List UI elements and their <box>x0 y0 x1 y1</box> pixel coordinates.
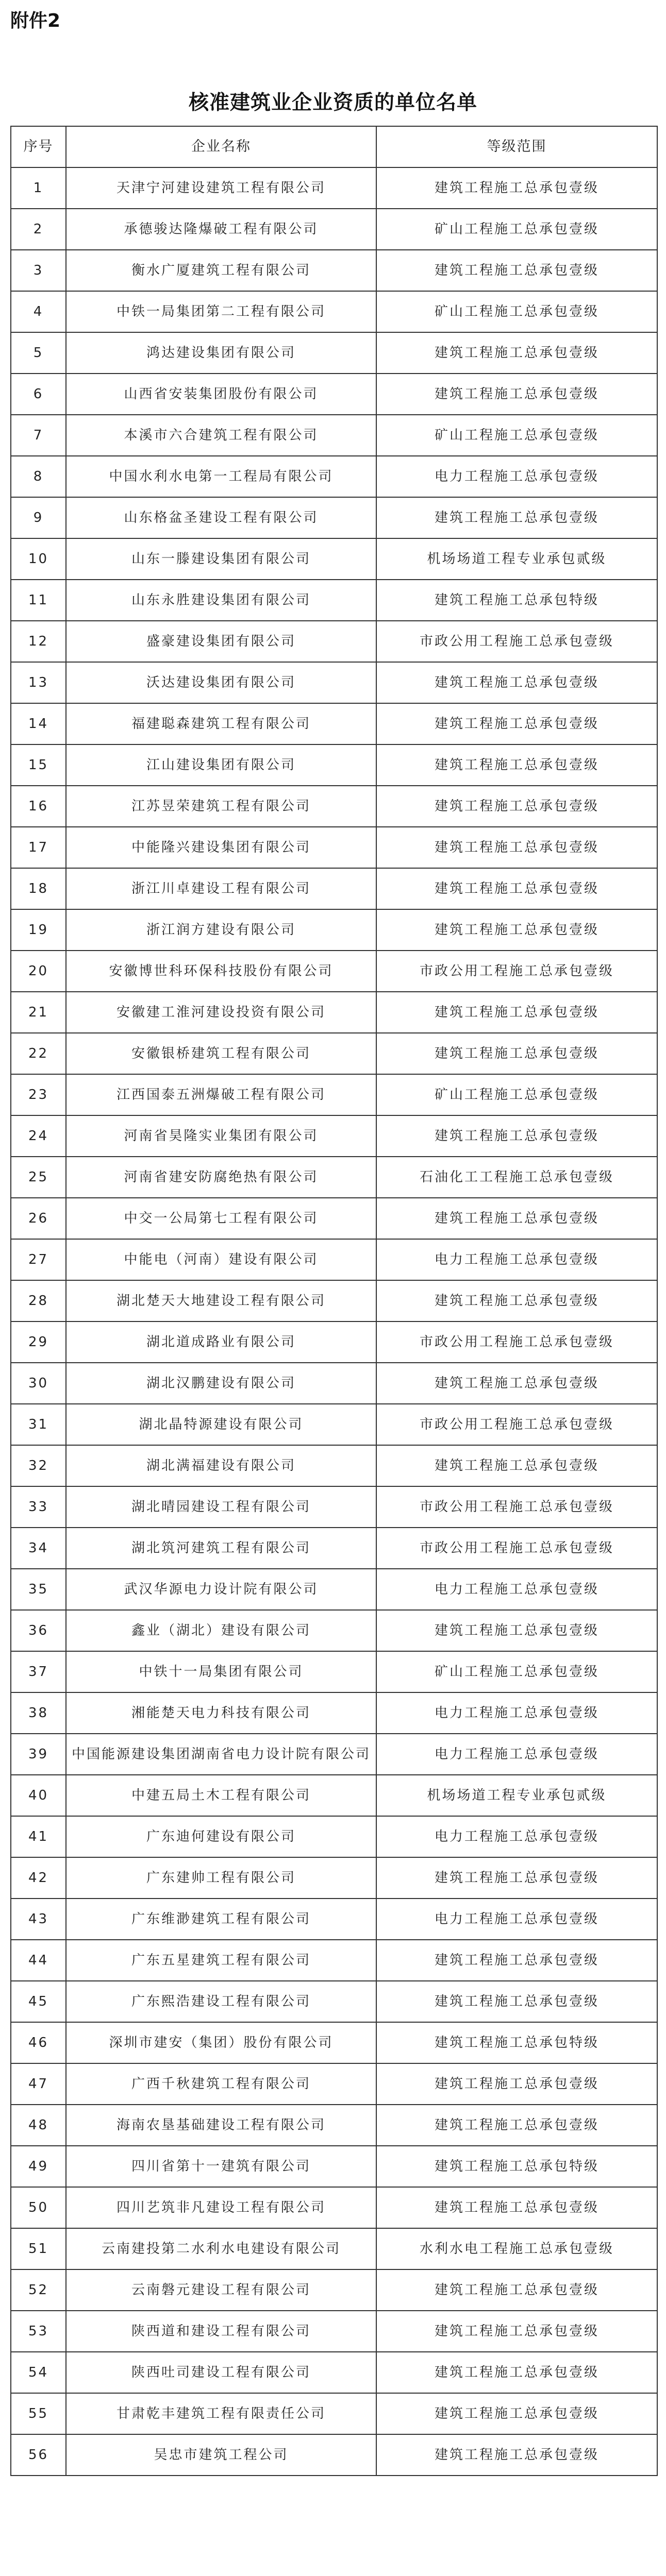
table-row <box>11 1280 657 1321</box>
table-row <box>11 538 657 580</box>
grade-scope: 电力工程施工总承包壹级 <box>376 1816 657 1857</box>
table-row <box>11 786 657 827</box>
company-name: 中国能源建设集团湖南省电力设计院有限公司 <box>66 1734 376 1775</box>
company-name: 鸿达建设集团有限公司 <box>66 332 376 374</box>
table-row <box>11 744 657 786</box>
company-name: 广东迪何建设有限公司 <box>66 1816 376 1857</box>
grade-scope: 建筑工程施工总承包壹级 <box>376 2187 657 2228</box>
company-name: 安徽银桥建筑工程有限公司 <box>66 1033 376 1074</box>
row-index: 54 <box>11 2352 66 2393</box>
row-index: 45 <box>11 1981 66 2022</box>
company-name: 浙江川卓建设工程有限公司 <box>66 868 376 909</box>
table-row <box>11 868 657 909</box>
table-row <box>11 992 657 1033</box>
table-row <box>11 1899 657 1940</box>
table-row <box>11 2393 657 2434</box>
row-index: 32 <box>11 1445 66 1486</box>
table-row <box>11 1157 657 1198</box>
company-name: 安徽建工淮河建设投资有限公司 <box>66 992 376 1033</box>
table-row <box>11 2269 657 2311</box>
row-index: 48 <box>11 2105 66 2146</box>
grade-scope: 建筑工程施工总承包壹级 <box>376 2393 657 2434</box>
grade-scope: 机场场道工程专业承包贰级 <box>376 538 657 580</box>
grade-scope: 建筑工程施工总承包特级 <box>376 2022 657 2063</box>
row-index: 18 <box>11 868 66 909</box>
company-name: 广东建帅工程有限公司 <box>66 1857 376 1899</box>
grade-scope: 市政公用工程施工总承包壹级 <box>376 621 657 662</box>
grade-scope: 建筑工程施工总承包壹级 <box>376 2352 657 2393</box>
company-name: 中铁一局集团第二工程有限公司 <box>66 291 376 332</box>
table-row <box>11 456 657 497</box>
grade-scope: 建筑工程施工总承包壹级 <box>376 1857 657 1899</box>
company-name: 吴忠市建筑工程公司 <box>66 2434 376 2476</box>
company-name: 广西千秋建筑工程有限公司 <box>66 2063 376 2105</box>
table-row <box>11 1857 657 1899</box>
row-index: 47 <box>11 2063 66 2105</box>
table-row <box>11 1321 657 1363</box>
table-row <box>11 909 657 951</box>
company-name: 广东熙浩建设工程有限公司 <box>66 1981 376 2022</box>
grade-scope: 建筑工程施工总承包壹级 <box>376 2311 657 2352</box>
company-name: 承德骏达隆爆破工程有限公司 <box>66 209 376 250</box>
grade-scope: 矿山工程施工总承包壹级 <box>376 1074 657 1115</box>
table-row <box>11 1363 657 1404</box>
grade-scope: 市政公用工程施工总承包壹级 <box>376 1528 657 1569</box>
grade-scope: 电力工程施工总承包壹级 <box>376 1692 657 1734</box>
grade-scope: 电力工程施工总承包壹级 <box>376 1899 657 1940</box>
row-index: 21 <box>11 992 66 1033</box>
company-name: 中国水利水电第一工程局有限公司 <box>66 456 376 497</box>
table-row <box>11 2228 657 2269</box>
company-name: 湖北楚天大地建设工程有限公司 <box>66 1280 376 1321</box>
company-name: 天津宁河建设建筑工程有限公司 <box>66 167 376 209</box>
company-name: 湖北晴园建设工程有限公司 <box>66 1486 376 1528</box>
row-index: 43 <box>11 1899 66 1940</box>
table-row <box>11 2146 657 2187</box>
company-name: 沃达建设集团有限公司 <box>66 662 376 703</box>
grade-scope: 建筑工程施工总承包壹级 <box>376 2434 657 2476</box>
table-row <box>11 415 657 456</box>
document-title: 核准建筑业企业资质的单位名单 <box>188 91 477 114</box>
row-index: 38 <box>11 1692 66 1734</box>
row-index: 37 <box>11 1651 66 1692</box>
row-index: 12 <box>11 621 66 662</box>
row-index: 41 <box>11 1816 66 1857</box>
header-company-name: 企业名称 <box>66 126 376 167</box>
grade-scope: 建筑工程施工总承包壹级 <box>376 1363 657 1404</box>
table-row <box>11 2352 657 2393</box>
row-index: 55 <box>11 2393 66 2434</box>
row-index: 15 <box>11 744 66 786</box>
company-name: 云南磐元建设工程有限公司 <box>66 2269 376 2311</box>
row-index: 17 <box>11 827 66 868</box>
grade-scope: 建筑工程施工总承包壹级 <box>376 1610 657 1651</box>
company-name: 衡水广厦建筑工程有限公司 <box>66 250 376 291</box>
company-name: 四川省第十一建筑有限公司 <box>66 2146 376 2187</box>
grade-scope: 建筑工程施工总承包特级 <box>376 2146 657 2187</box>
company-name: 中铁十一局集团有限公司 <box>66 1651 376 1692</box>
grade-scope: 建筑工程施工总承包壹级 <box>376 497 657 538</box>
company-name: 盛豪建设集团有限公司 <box>66 621 376 662</box>
company-name: 山西省安装集团股份有限公司 <box>66 374 376 415</box>
company-name: 海南农垦基础建设工程有限公司 <box>66 2105 376 2146</box>
grade-scope: 建筑工程施工总承包壹级 <box>376 1280 657 1321</box>
attachment-label: 附件2 <box>10 10 61 31</box>
row-index: 11 <box>11 580 66 621</box>
row-index: 42 <box>11 1857 66 1899</box>
grade-scope: 建筑工程施工总承包壹级 <box>376 167 657 209</box>
grade-scope: 市政公用工程施工总承包壹级 <box>376 1404 657 1445</box>
row-index: 36 <box>11 1610 66 1651</box>
row-index: 50 <box>11 2187 66 2228</box>
company-name: 山东一滕建设集团有限公司 <box>66 538 376 580</box>
grade-scope: 建筑工程施工总承包壹级 <box>376 786 657 827</box>
table-row <box>11 1940 657 1981</box>
grade-scope: 建筑工程施工总承包壹级 <box>376 1940 657 1981</box>
grade-scope: 建筑工程施工总承包特级 <box>376 580 657 621</box>
row-index: 25 <box>11 1157 66 1198</box>
row-index: 33 <box>11 1486 66 1528</box>
grade-scope: 电力工程施工总承包壹级 <box>376 1734 657 1775</box>
table-row <box>11 374 657 415</box>
grade-scope: 矿山工程施工总承包壹级 <box>376 291 657 332</box>
grade-scope: 建筑工程施工总承包壹级 <box>376 1115 657 1157</box>
row-index: 53 <box>11 2311 66 2352</box>
grade-scope: 建筑工程施工总承包壹级 <box>376 992 657 1033</box>
row-index: 29 <box>11 1321 66 1363</box>
grade-scope: 建筑工程施工总承包壹级 <box>376 250 657 291</box>
table-row <box>11 2311 657 2352</box>
table-row <box>11 167 657 209</box>
company-name: 河南省昊隆实业集团有限公司 <box>66 1115 376 1157</box>
row-index: 3 <box>11 250 66 291</box>
row-index: 44 <box>11 1940 66 1981</box>
table-row <box>11 1528 657 1569</box>
company-name: 中交一公局第七工程有限公司 <box>66 1198 376 1239</box>
grade-scope: 建筑工程施工总承包壹级 <box>376 868 657 909</box>
grade-scope: 建筑工程施工总承包壹级 <box>376 703 657 744</box>
table-row <box>11 2187 657 2228</box>
company-name: 江山建设集团有限公司 <box>66 744 376 786</box>
company-name: 湘能楚天电力科技有限公司 <box>66 1692 376 1734</box>
company-name: 中能隆兴建设集团有限公司 <box>66 827 376 868</box>
table-row <box>11 580 657 621</box>
company-name: 云南建投第二水利水电建设有限公司 <box>66 2228 376 2269</box>
company-name: 山东格盆圣建设工程有限公司 <box>66 497 376 538</box>
company-name: 湖北汉鹏建设有限公司 <box>66 1363 376 1404</box>
table-row <box>11 2434 657 2476</box>
grade-scope: 石油化工工程施工总承包壹级 <box>376 1157 657 1198</box>
table-row <box>11 1445 657 1486</box>
table-row <box>11 703 657 744</box>
grade-scope: 机场场道工程专业承包贰级 <box>376 1775 657 1816</box>
table-row <box>11 2022 657 2063</box>
row-index: 9 <box>11 497 66 538</box>
row-index: 14 <box>11 703 66 744</box>
company-name: 湖北道成路业有限公司 <box>66 1321 376 1363</box>
row-index: 31 <box>11 1404 66 1445</box>
qualification-table <box>10 126 658 2476</box>
table-row <box>11 209 657 250</box>
table-row <box>11 2105 657 2146</box>
row-index: 56 <box>11 2434 66 2476</box>
row-index: 13 <box>11 662 66 703</box>
table-row <box>11 1734 657 1775</box>
company-name: 深圳市建安（集团）股份有限公司 <box>66 2022 376 2063</box>
company-name: 鑫业（湖北）建设有限公司 <box>66 1610 376 1651</box>
table-row <box>11 827 657 868</box>
row-index: 7 <box>11 415 66 456</box>
company-name: 广东维渺建筑工程有限公司 <box>66 1899 376 1940</box>
table-row <box>11 332 657 374</box>
grade-scope: 建筑工程施工总承包壹级 <box>376 1033 657 1074</box>
row-index: 27 <box>11 1239 66 1280</box>
company-name: 湖北满福建设有限公司 <box>66 1445 376 1486</box>
row-index: 34 <box>11 1528 66 1569</box>
company-name: 武汉华源电力设计院有限公司 <box>66 1569 376 1610</box>
company-name: 福建聪森建筑工程有限公司 <box>66 703 376 744</box>
grade-scope: 电力工程施工总承包壹级 <box>376 1569 657 1610</box>
row-index: 46 <box>11 2022 66 2063</box>
header-grade-scope: 等级范围 <box>376 126 657 167</box>
grade-scope: 矿山工程施工总承包壹级 <box>376 415 657 456</box>
company-name: 浙江润方建设有限公司 <box>66 909 376 951</box>
table-row <box>11 1775 657 1816</box>
row-index: 39 <box>11 1734 66 1775</box>
company-name: 本溪市六合建筑工程有限公司 <box>66 415 376 456</box>
grade-scope: 建筑工程施工总承包壹级 <box>376 909 657 951</box>
grade-scope: 矿山工程施工总承包壹级 <box>376 1651 657 1692</box>
table-row <box>11 1074 657 1115</box>
table-row <box>11 497 657 538</box>
company-name: 陕西吐司建设工程有限公司 <box>66 2352 376 2393</box>
table-row <box>11 1198 657 1239</box>
row-index: 26 <box>11 1198 66 1239</box>
row-index: 35 <box>11 1569 66 1610</box>
table-row <box>11 1486 657 1528</box>
table-row <box>11 291 657 332</box>
grade-scope: 水利水电工程施工总承包壹级 <box>376 2228 657 2269</box>
grade-scope: 市政公用工程施工总承包壹级 <box>376 951 657 992</box>
row-index: 23 <box>11 1074 66 1115</box>
company-name: 甘肃乾丰建筑工程有限责任公司 <box>66 2393 376 2434</box>
grade-scope: 电力工程施工总承包壹级 <box>376 1239 657 1280</box>
grade-scope: 建筑工程施工总承包壹级 <box>376 374 657 415</box>
grade-scope: 建筑工程施工总承包壹级 <box>376 2105 657 2146</box>
table-row <box>11 1816 657 1857</box>
grade-scope: 市政公用工程施工总承包壹级 <box>376 1486 657 1528</box>
row-index: 51 <box>11 2228 66 2269</box>
row-index: 30 <box>11 1363 66 1404</box>
company-name: 江苏昱荣建筑工程有限公司 <box>66 786 376 827</box>
row-index: 6 <box>11 374 66 415</box>
row-index: 2 <box>11 209 66 250</box>
table-row <box>11 1692 657 1734</box>
company-name: 四川艺筑非凡建设工程有限公司 <box>66 2187 376 2228</box>
table-row <box>11 2063 657 2105</box>
header-index: 序号 <box>11 126 66 167</box>
row-index: 4 <box>11 291 66 332</box>
row-index: 24 <box>11 1115 66 1157</box>
grade-scope: 市政公用工程施工总承包壹级 <box>376 1321 657 1363</box>
company-name: 安徽博世科环保科技股份有限公司 <box>66 951 376 992</box>
grade-scope: 建筑工程施工总承包壹级 <box>376 744 657 786</box>
grade-scope: 建筑工程施工总承包壹级 <box>376 1445 657 1486</box>
row-index: 20 <box>11 951 66 992</box>
grade-scope: 建筑工程施工总承包壹级 <box>376 2269 657 2311</box>
grade-scope: 建筑工程施工总承包壹级 <box>376 827 657 868</box>
row-index: 19 <box>11 909 66 951</box>
company-name: 河南省建安防腐绝热有限公司 <box>66 1157 376 1198</box>
grade-scope: 建筑工程施工总承包壹级 <box>376 662 657 703</box>
row-index: 40 <box>11 1775 66 1816</box>
row-index: 28 <box>11 1280 66 1321</box>
grade-scope: 建筑工程施工总承包壹级 <box>376 1198 657 1239</box>
table-header-row <box>11 126 657 167</box>
grade-scope: 矿山工程施工总承包壹级 <box>376 209 657 250</box>
row-index: 8 <box>11 456 66 497</box>
table-row <box>11 621 657 662</box>
row-index: 22 <box>11 1033 66 1074</box>
company-name: 江西国泰五洲爆破工程有限公司 <box>66 1074 376 1115</box>
company-name: 广东五星建筑工程有限公司 <box>66 1940 376 1981</box>
row-index: 16 <box>11 786 66 827</box>
grade-scope: 电力工程施工总承包壹级 <box>376 456 657 497</box>
table-row <box>11 1569 657 1610</box>
company-name: 湖北筑河建筑工程有限公司 <box>66 1528 376 1569</box>
company-name: 山东永胜建设集团有限公司 <box>66 580 376 621</box>
row-index: 10 <box>11 538 66 580</box>
table-row <box>11 1404 657 1445</box>
company-name: 陕西道和建设工程有限公司 <box>66 2311 376 2352</box>
table-row <box>11 662 657 703</box>
company-name: 湖北晶特源建设有限公司 <box>66 1404 376 1445</box>
table-row <box>11 1981 657 2022</box>
table-row <box>11 1033 657 1074</box>
grade-scope: 建筑工程施工总承包壹级 <box>376 332 657 374</box>
table-row <box>11 250 657 291</box>
table-row <box>11 951 657 992</box>
table-row <box>11 1115 657 1157</box>
table-row <box>11 1239 657 1280</box>
table-row <box>11 1651 657 1692</box>
company-name: 中建五局土木工程有限公司 <box>66 1775 376 1816</box>
row-index: 1 <box>11 167 66 209</box>
table-body <box>11 167 657 2476</box>
row-index: 5 <box>11 332 66 374</box>
grade-scope: 建筑工程施工总承包壹级 <box>376 1981 657 2022</box>
company-name: 中能电（河南）建设有限公司 <box>66 1239 376 1280</box>
table-row <box>11 1610 657 1651</box>
row-index: 49 <box>11 2146 66 2187</box>
grade-scope: 建筑工程施工总承包壹级 <box>376 2063 657 2105</box>
row-index: 52 <box>11 2269 66 2311</box>
